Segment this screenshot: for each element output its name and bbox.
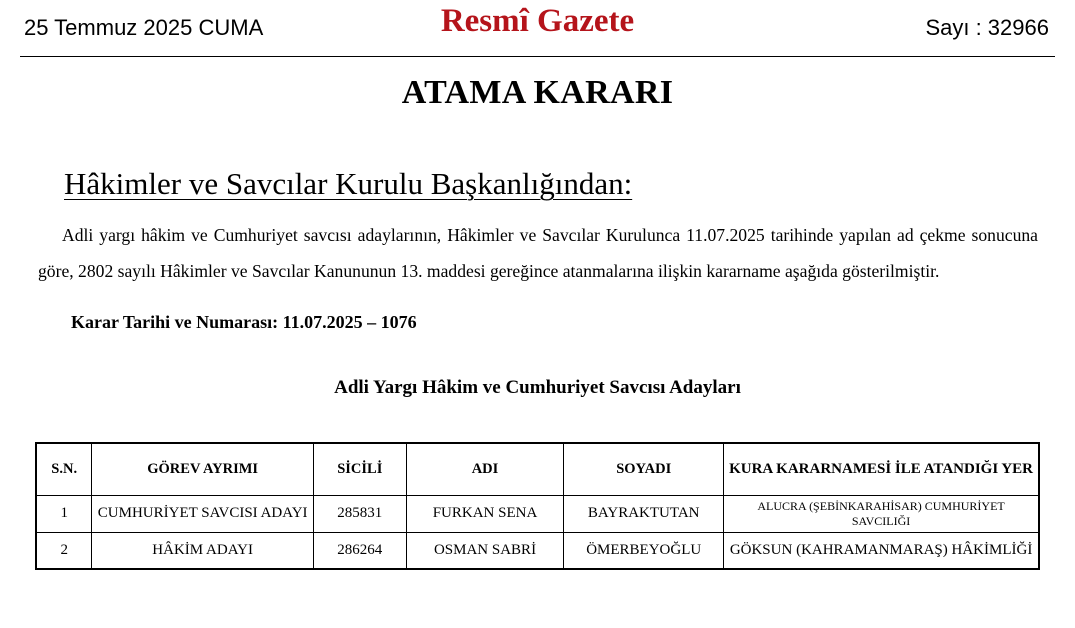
decision-date-number: Karar Tarihi ve Numarası: 11.07.2025 – 1076: [71, 312, 417, 332]
cell-name: FURKAN SENA: [406, 495, 564, 532]
column-header-sn: S.N.: [36, 443, 92, 495]
table-row: [36, 532, 1039, 569]
appointment-table: [35, 442, 1040, 570]
table-row: [36, 495, 1039, 532]
column-header-duty: GÖREV AYRIMI: [92, 443, 313, 495]
issuing-organization: Hâkimler ve Savcılar Kurulu Başkanlığından:: [64, 166, 633, 201]
cell-registry: 285831: [313, 495, 406, 532]
column-header-registry: SİCİLİ: [313, 443, 406, 495]
cell-surname: BAYRAKTUTAN: [564, 495, 724, 532]
publication-title: Resmî Gazete: [440, 3, 635, 39]
gazette-header: [20, 0, 1055, 57]
cell-surname: ÖMERBEYOĞLU: [564, 532, 724, 569]
publication-date: 25 Temmuz 2025 CUMA: [24, 15, 264, 40]
cell-sn: 1: [36, 495, 92, 532]
document-title: ATAMA KARARI: [401, 74, 674, 111]
cell-assigned-place: ALUCRA (ŞEBİNKARAHİSAR) CUMHURİYET SAVCILIĞI: [724, 495, 1039, 532]
table-title: Adli Yargı Hâkim ve Cumhuriyet Savcısı Adayları: [334, 377, 741, 398]
body-paragraph: Adli yargı hâkim ve Cumhuriyet savcısı adaylarının, Hâkimler ve Savcılar Kurulunca 11.07.2025 tarihinde yapılan ad çekme sonucuna göre, 2802 sayılı Hâkimler ve Savcılar Kanununun 13. maddesi gereğince atanmalarına ilişkin kararname aşağıda gösterilmiştir.: [38, 225, 1038, 281]
cell-duty: HÂKİM ADAYI: [92, 532, 313, 569]
column-header-name: ADI: [406, 443, 564, 495]
cell-name: OSMAN SABRİ: [406, 532, 564, 569]
cell-duty: CUMHURİYET SAVCISI ADAYI: [92, 495, 313, 532]
issue-number: Sayı : 32966: [925, 15, 1049, 40]
column-header-surname: SOYADI: [564, 443, 724, 495]
column-header-assigned-place: KURA KARARNAMESİ İLE ATANDIĞI YER: [724, 443, 1039, 495]
table-header-row: [36, 443, 1039, 495]
cell-registry: 286264: [313, 532, 406, 569]
cell-sn: 2: [36, 532, 92, 569]
cell-assigned-place: GÖKSUN (KAHRAMANMARAŞ) HÂKİMLİĞİ: [724, 532, 1039, 569]
